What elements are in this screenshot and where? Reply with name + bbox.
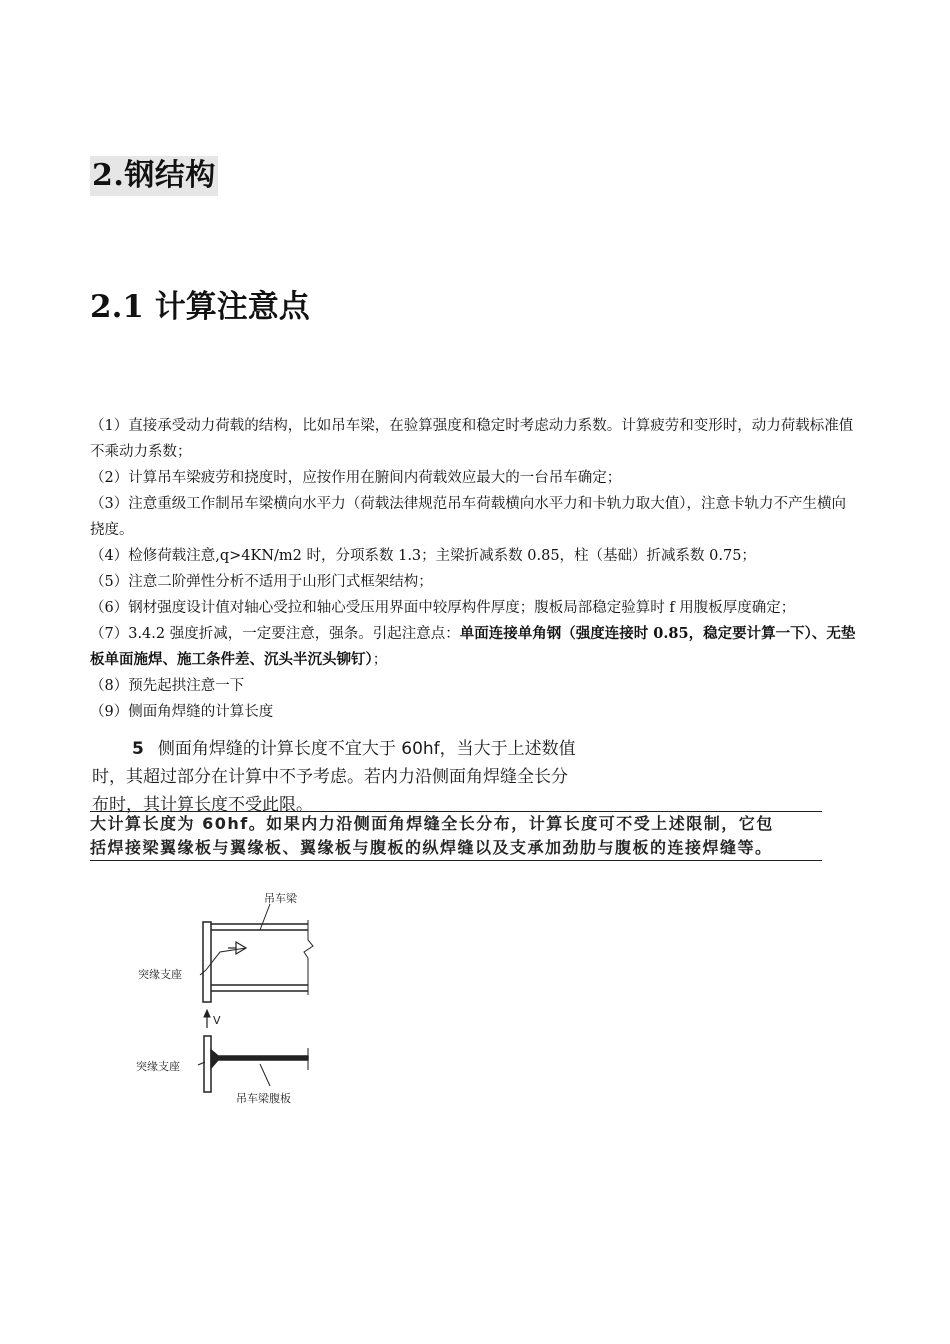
beam-section-drawing [198,1036,308,1092]
note-item-2: （2）计算吊车梁疲劳和挠度时，应按作用在腑间内荷载效应最大的一台吊车确定； [90,470,622,486]
crane-beam-support-figure [120,880,360,1120]
note-item-5: （5）注意二阶弹性分析不适用于山形门式框架结构； [90,574,433,590]
scan2-line1: 大计算长度为 60hf。如果内力沿侧面角焊缝全长分布，计算长度可不受上述限制，它包 [90,814,774,833]
note-item-4: （4）检修荷载注意,q>4KN/m2 时，分项系数 1.3；主梁折减系数 0.85，柱（基础）折减系数 0.75； [90,548,756,564]
scanned-code-excerpt-2 [90,811,822,861]
note-item-9: （9）侧面角焊缝的计算长度 [90,704,274,720]
label-crane-beam-web: 吊车梁腹板 [236,1092,291,1105]
beam-elevation-drawing [200,904,313,1002]
note-item-3: （3）注意重级工作制吊车梁横向水平力（荷载法律规范吊车荷载横向水平力和卡轨力取大值），注意卡轨力不产生横向挠度。 [90,496,846,538]
note-item-7-end: ； [372,652,388,668]
label-crane-beam: 吊车梁 [264,892,297,905]
note-item-1: （1）直接承受动力荷载的结构，比如吊车梁，在验算强度和稳定时考虑动力系数。计算疲劳和变形时，动力荷载标准值不乘动力系数； [90,418,854,460]
heading-calc-notes: 2.1 计算注意点 [90,289,310,325]
scan1-line1-text: 侧面角焊缝的计算长度不宜大于 60hf，当大于上述数值 [157,739,576,759]
note-item-7-text: （7）3.4.2 强度折减，一定要注意，强条。引起注意点： [90,626,460,642]
scan1-line3: 布时，其计算长度不受此限。 [92,795,313,815]
label-support-top: 突缘支座 [138,968,182,981]
scan1-line1 [92,735,622,763]
scanned-code-excerpt-1 [92,735,622,819]
label-support-bottom: 突缘支座 [136,1060,180,1073]
note-item-7 [90,621,860,673]
heading-steel-structure: 2.钢结构 [90,156,218,196]
scan1-line2: 时，其超过部分在计算中不予考虑。若内力沿侧面角焊缝全长分 [92,767,568,787]
note-item-6: （6）钢材强度设计值对轴心受拉和轴心受压用界面中较厚构件厚度；腹板局部稳定验算时 f 用腹板厚度确定； [90,600,796,616]
notes-list [90,413,860,725]
note-item-8: （8）预先起拱注意一下 [90,678,245,694]
label-v: V [213,1014,221,1027]
note-item-7-bold: 单面连接单角钢（强度连接时 0.85，稳定要计算一下）、无垫板单面施焊、施工条件差、沉头半沉头铆钉） [90,625,856,668]
scan2-line2: 括焊接梁翼缘板与翼缘板、翼缘板与腹板的纵焊缝以及支承加劲肋与腹板的连接焊缝等。 [90,838,773,857]
arrow-v-drawing [204,1010,210,1028]
scan1-clause-number: 5 [132,739,144,759]
